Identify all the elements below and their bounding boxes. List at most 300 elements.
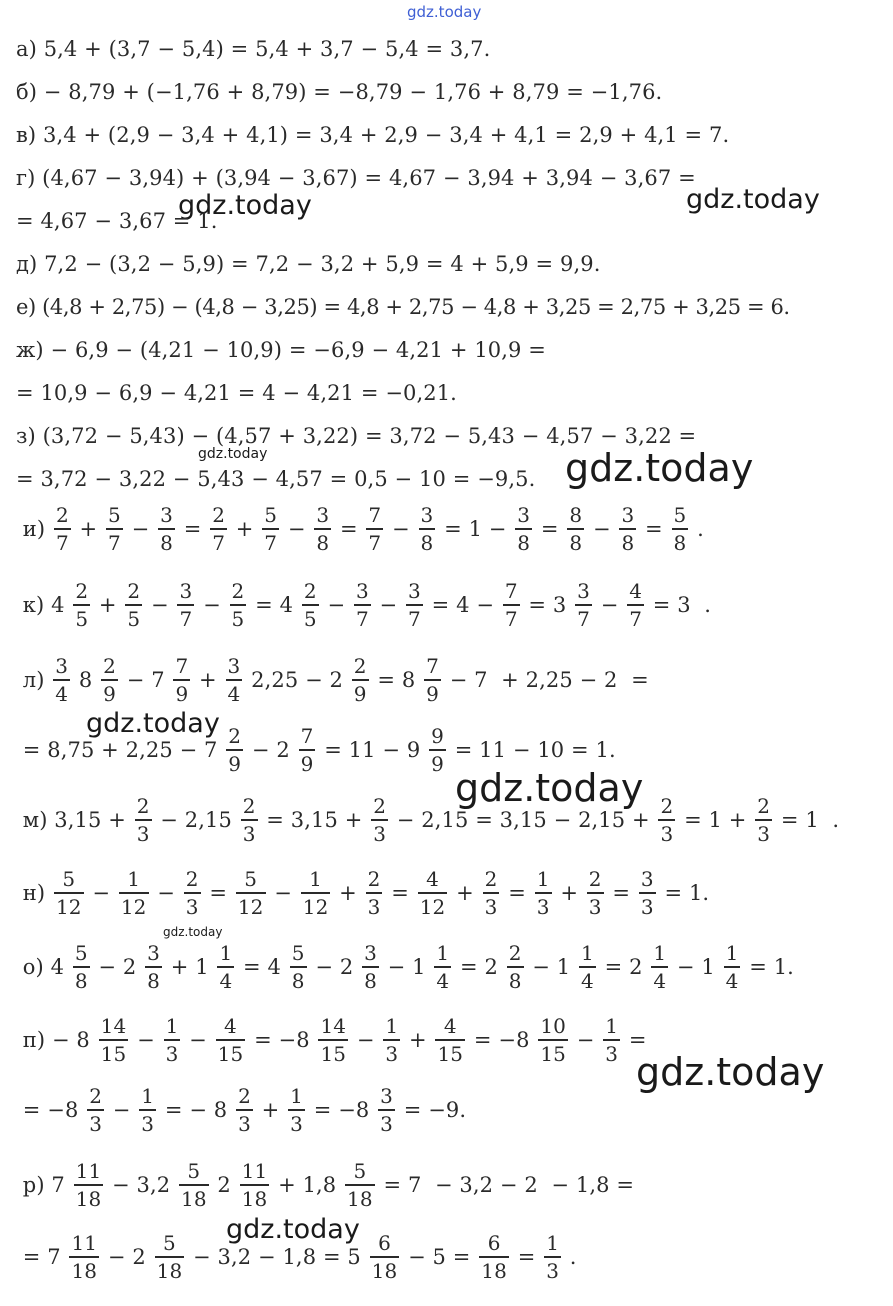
fraction-bar — [575, 604, 592, 606]
numerator: 1 — [725, 941, 739, 965]
fraction-bar — [479, 1256, 509, 1258]
fraction-bar — [314, 528, 331, 530]
operator-text: = − 8 — [158, 1097, 235, 1122]
numerator: 1 — [165, 1014, 179, 1038]
denominator: 9 — [103, 681, 116, 706]
fraction-bar — [216, 1039, 246, 1041]
fraction — [639, 868, 656, 918]
operator-text: = −9. — [396, 1097, 473, 1122]
fraction — [515, 504, 532, 554]
watermark: gdz.today — [636, 1050, 825, 1094]
fraction — [672, 504, 689, 554]
denominator: 9 — [431, 751, 444, 776]
numerator: 3 — [160, 503, 173, 527]
fraction-bar — [724, 966, 741, 968]
operator-text: − — [124, 516, 157, 541]
numerator: 14 — [100, 1014, 127, 1038]
denominator: 3 — [165, 1041, 179, 1066]
fraction — [435, 1015, 465, 1065]
fraction — [184, 868, 201, 918]
operator-text: = — [534, 516, 566, 541]
operator-text: + — [254, 1097, 287, 1122]
denominator: 15 — [217, 1041, 244, 1066]
fraction — [538, 1015, 568, 1065]
fraction-bar — [73, 604, 90, 606]
operator-text: . — [563, 1244, 584, 1269]
fraction-bar — [54, 892, 84, 894]
fraction-bar — [651, 966, 668, 968]
operator-text: = 1 − — [437, 516, 514, 541]
operator-text: − 2 — [308, 954, 361, 979]
denominator: 3 — [605, 1041, 619, 1066]
denominator: 3 — [185, 894, 199, 919]
numerator: 2 — [75, 579, 89, 603]
numerator: 3 — [621, 503, 635, 527]
watermark: gdz.today — [226, 1214, 360, 1245]
denominator: 18 — [241, 1186, 268, 1211]
fraction — [164, 1015, 181, 1065]
watermark: gdz.today — [178, 190, 312, 221]
fraction-bar — [515, 528, 532, 530]
denominator: 7 — [108, 530, 121, 555]
numerator: 5 — [673, 503, 687, 527]
operator-text: − — [586, 516, 618, 541]
fraction-bar — [354, 604, 371, 606]
fraction — [69, 1232, 99, 1282]
denominator: 3 — [380, 1111, 393, 1136]
fraction — [236, 1085, 253, 1135]
numerator: 5 — [353, 1159, 367, 1183]
fraction — [139, 1085, 156, 1135]
operator-text: − — [144, 592, 176, 617]
operator-text: = 11 − 10 = 1. — [447, 737, 623, 762]
fraction — [318, 1015, 348, 1065]
fraction — [54, 504, 71, 554]
solution-line-a: а) 5,4 + (3,7 − 5,4) = 5,4 + 3,7 − 5,4 = 3,7. — [16, 37, 491, 61]
denominator: 18 — [156, 1258, 183, 1283]
numerator: 9 — [431, 724, 444, 748]
fraction-bar — [619, 528, 636, 530]
operator-text: + — [192, 667, 224, 692]
operator-text: = 2 — [453, 954, 505, 979]
operator-text: − — [320, 592, 352, 617]
watermark: gdz.today — [565, 446, 754, 490]
numerator: 2 — [55, 503, 69, 527]
fraction-bar — [210, 528, 227, 530]
watermark: gdz.today — [163, 925, 223, 939]
operator-text: − 1 — [525, 954, 578, 979]
solution-line-zh1: ж) − 6,9 − (4,21 − 10,9) = −6,9 − 4,21 + 10,9 = — [16, 338, 546, 362]
fraction-bar — [236, 892, 266, 894]
fraction — [125, 580, 142, 630]
fraction-bar — [366, 528, 383, 530]
operator-text: − 2,15 = 3,15 − 2,15 + — [390, 807, 657, 832]
denominator: 12 — [237, 894, 264, 919]
row-label: к) 4 — [16, 592, 72, 617]
fraction-bar — [544, 1256, 561, 1258]
operator-text: − — [182, 1027, 214, 1052]
denominator: 8 — [508, 968, 522, 993]
denominator: 4 — [581, 968, 594, 993]
fraction-bar — [429, 749, 446, 751]
fraction-bar — [301, 892, 331, 894]
solution-line-n — [16, 868, 716, 918]
fraction — [241, 795, 258, 845]
operator-text: = — [605, 880, 637, 905]
fraction-bar — [418, 892, 448, 894]
fraction-bar — [603, 1039, 620, 1041]
operator-text: − 2 — [91, 954, 144, 979]
solution-line-m — [16, 795, 846, 845]
fraction-bar — [106, 528, 123, 530]
fraction — [236, 868, 266, 918]
numerator: 2 — [484, 867, 498, 891]
solution-line-l2 — [16, 725, 623, 775]
denominator: 7 — [504, 606, 518, 631]
operator-text: = — [624, 667, 656, 692]
operator-text: + — [332, 880, 364, 905]
numerator: 2 — [353, 654, 367, 678]
operator-text: − 7 — [442, 667, 495, 692]
fraction-bar — [366, 892, 383, 894]
fraction-bar — [173, 679, 190, 681]
fraction — [579, 942, 596, 992]
numerator: 3 — [227, 654, 241, 678]
operator-text: − 3,2 − 2 — [428, 1172, 545, 1197]
denominator: 8 — [420, 530, 434, 555]
numerator: 1 — [605, 1014, 619, 1038]
fraction — [483, 868, 500, 918]
numerator: 1 — [385, 1014, 399, 1038]
denominator: 12 — [302, 894, 329, 919]
numerator: 2 — [231, 579, 245, 603]
fraction — [155, 1232, 185, 1282]
denominator: 18 — [481, 1258, 507, 1283]
denominator: 15 — [100, 1041, 127, 1066]
fraction — [651, 942, 668, 992]
denominator: 8 — [517, 530, 531, 555]
fraction — [288, 1085, 305, 1135]
fraction — [73, 580, 90, 630]
denominator: 8 — [316, 530, 330, 555]
numerator: 1 — [653, 941, 667, 965]
watermark: gdz.today — [455, 766, 644, 810]
operator-text: − — [385, 516, 417, 541]
numerator: 8 — [569, 503, 583, 527]
fraction-bar — [87, 1109, 104, 1111]
denominator: 7 — [577, 606, 590, 631]
fraction-bar — [434, 966, 451, 968]
numerator: 5 — [264, 503, 278, 527]
row-label: = 8,75 + 2,25 − 7 — [16, 737, 225, 762]
fraction-bar — [262, 528, 279, 530]
fraction — [119, 868, 149, 918]
denominator: 3 — [373, 821, 387, 846]
fraction — [230, 580, 247, 630]
numerator: 1 — [581, 941, 594, 965]
fraction — [755, 795, 772, 845]
denominator: 3 — [588, 894, 602, 919]
fraction — [302, 580, 319, 630]
row-label: р) 7 — [16, 1172, 72, 1197]
operator-text: + — [402, 1027, 434, 1052]
fraction-bar — [302, 604, 319, 606]
denominator: 3 — [546, 1258, 560, 1283]
denominator: 9 — [228, 751, 242, 776]
denominator: 3 — [757, 821, 771, 846]
denominator: 3 — [367, 894, 381, 919]
numerator: 7 — [504, 579, 518, 603]
fraction — [383, 1015, 400, 1065]
numerator: 3 — [179, 579, 193, 603]
denominator: 8 — [673, 530, 687, 555]
numerator: 2 — [238, 1084, 251, 1108]
fraction — [378, 1085, 395, 1135]
fraction — [658, 795, 675, 845]
operator-text: − — [150, 880, 182, 905]
fraction — [314, 504, 331, 554]
operator-text: + 2,25 − 2 — [494, 667, 625, 692]
watermark: gdz.today — [198, 446, 268, 462]
fraction-bar — [378, 1109, 395, 1111]
operator-text: − 1,8 = — [544, 1172, 641, 1197]
denominator: 18 — [71, 1258, 98, 1283]
numerator: 1 — [290, 1084, 303, 1108]
fraction — [179, 1160, 209, 1210]
denominator: 3 — [290, 1111, 303, 1136]
fraction-bar — [226, 679, 243, 681]
fraction — [135, 795, 152, 845]
watermark: gdz.today — [86, 708, 220, 739]
solution-line-i — [16, 504, 711, 554]
fraction-bar — [155, 1256, 185, 1258]
numerator: 2 — [367, 867, 381, 891]
numerator: 2 — [212, 503, 226, 527]
solution-line-d: д) 7,2 − (3,2 − 5,9) = 7,2 − 3,2 + 5,9 = 4 + 5,9 = 9,9. — [16, 252, 601, 276]
numerator: 11 — [241, 1159, 268, 1183]
fraction-bar — [352, 679, 369, 681]
numerator: 2 — [228, 724, 242, 748]
numerator: 2 — [242, 794, 256, 818]
solution-line-g1: г) (4,67 − 3,94) + (3,94 − 3,67) = 4,67 − 3,94 + 3,94 − 3,67 = — [16, 166, 696, 190]
numerator: 5 — [163, 1231, 176, 1255]
fraction-bar — [299, 749, 316, 751]
operator-text: 8 — [72, 667, 100, 692]
operator-text: + — [449, 880, 481, 905]
fraction-bar — [240, 1184, 270, 1186]
fraction — [503, 580, 520, 630]
solution-line-p2 — [16, 1085, 473, 1135]
solution-line-v: в) 3,4 + (2,9 − 3,4 + 4,1) = 3,4 + 2,9 − 3,4 + 4,1 = 2,9 + 4,1 = 7. — [16, 123, 730, 147]
denominator: 3 — [660, 821, 674, 846]
operator-text: . — [825, 807, 846, 832]
numerator: 3 — [640, 867, 654, 891]
fraction-bar — [290, 966, 307, 968]
fraction-bar — [435, 1039, 465, 1041]
denominator: 15 — [540, 1041, 566, 1066]
fraction — [226, 725, 243, 775]
denominator: 3 — [89, 1111, 103, 1136]
row-label: л) — [16, 667, 52, 692]
operator-text: = 4 — [236, 954, 288, 979]
denominator: 8 — [147, 968, 160, 993]
solution-line-o — [16, 942, 801, 992]
fraction — [352, 655, 369, 705]
numerator: 2 — [103, 654, 116, 678]
numerator: 2 — [757, 794, 771, 818]
denominator: 9 — [175, 681, 189, 706]
fraction-bar — [54, 528, 71, 530]
fraction-bar — [639, 892, 656, 894]
operator-text: = −8 — [247, 1027, 317, 1052]
denominator: 5 — [303, 606, 317, 631]
operator-text: = 11 − 9 — [317, 737, 428, 762]
denominator: 3 — [484, 894, 498, 919]
numerator: 7 — [300, 724, 314, 748]
operator-text: + — [229, 516, 261, 541]
denominator: 7 — [264, 530, 278, 555]
operator-text: + 1,8 — [271, 1172, 344, 1197]
fraction-bar — [139, 1109, 156, 1111]
operator-text: = — [638, 516, 670, 541]
denominator: 9 — [426, 681, 439, 706]
operator-text: = — [202, 880, 234, 905]
numerator: 3 — [380, 1084, 393, 1108]
fraction — [362, 942, 379, 992]
numerator: 2 — [136, 794, 150, 818]
fraction-bar — [579, 966, 596, 968]
fraction — [299, 725, 316, 775]
denominator: 8 — [569, 530, 583, 555]
numerator: 14 — [320, 1014, 347, 1038]
fraction — [575, 580, 592, 630]
operator-text: − 7 — [119, 667, 172, 692]
denominator: 9 — [353, 681, 367, 706]
fraction — [370, 1232, 400, 1282]
fraction — [619, 504, 636, 554]
fraction-bar — [627, 604, 644, 606]
fraction — [217, 942, 234, 992]
operator-text: = — [510, 1244, 543, 1269]
numerator: 6 — [378, 1231, 391, 1255]
numerator: 1 — [546, 1231, 560, 1255]
operator-text: − 3,2 — [105, 1172, 177, 1197]
numerator: 2 — [373, 794, 387, 818]
solution-line-z1: з) (3,72 − 5,43) − (4,57 + 3,22) = 3,72 − 5,43 − 4,57 − 3,22 = — [16, 424, 697, 448]
row-label: п) − 8 — [16, 1027, 97, 1052]
fraction-bar — [74, 1184, 104, 1186]
operator-text: + — [92, 592, 124, 617]
numerator: 1 — [127, 867, 141, 891]
fraction — [354, 580, 371, 630]
operator-text: = 3 — [521, 592, 574, 617]
numerator: 3 — [147, 941, 160, 965]
numerator: 5 — [187, 1159, 201, 1183]
numerator: 1 — [309, 867, 322, 891]
denominator: 3 — [136, 821, 150, 846]
numerator: 5 — [62, 867, 76, 891]
operator-text: = 7 — [376, 1172, 429, 1197]
operator-text: + 1 — [163, 954, 216, 979]
denominator: 4 — [436, 968, 450, 993]
row-label: о) 4 — [16, 954, 71, 979]
fraction-bar — [755, 819, 772, 821]
fraction-bar — [567, 528, 584, 530]
operator-text: = 4 — [248, 592, 300, 617]
solution-line-zh2: = 10,9 − 6,9 − 4,21 = 4 − 4,21 = −0,21. — [16, 381, 457, 405]
operator-text: = 1 — [774, 807, 826, 832]
solution-line-p1 — [16, 1015, 653, 1065]
fraction — [406, 580, 423, 630]
operator-text: = 1 + — [677, 807, 754, 832]
fraction — [74, 1160, 104, 1210]
operator-text: − — [569, 1027, 602, 1052]
denominator: 3 — [141, 1111, 155, 1136]
fraction-bar — [288, 1109, 305, 1111]
fraction — [54, 868, 84, 918]
fraction-bar — [145, 966, 162, 968]
operator-text: 2,25 − 2 — [244, 667, 350, 692]
solution-line-r1 — [16, 1160, 641, 1210]
operator-text: − — [593, 592, 626, 617]
numerator: 3 — [517, 503, 531, 527]
denominator: 9 — [300, 751, 314, 776]
fraction-bar — [99, 1039, 129, 1041]
fraction — [177, 580, 194, 630]
operator-text: − — [267, 880, 299, 905]
row-label: м) 3,15 + — [16, 807, 133, 832]
denominator: 18 — [181, 1186, 207, 1211]
operator-text: = 3 — [646, 592, 698, 617]
fraction — [87, 1085, 104, 1135]
numerator: 5 — [291, 941, 305, 965]
numerator: 1 — [141, 1084, 155, 1108]
fraction — [53, 655, 70, 705]
denominator: 3 — [536, 894, 550, 919]
row-label: н) — [16, 880, 52, 905]
denominator: 7 — [629, 606, 643, 631]
fraction — [99, 1015, 129, 1065]
fraction — [101, 655, 118, 705]
fraction — [226, 655, 243, 705]
numerator: 4 — [426, 867, 439, 891]
denominator: 4 — [55, 681, 69, 706]
fraction-bar — [53, 679, 70, 681]
fraction — [419, 504, 436, 554]
fraction — [173, 655, 190, 705]
fraction — [603, 1015, 620, 1065]
numerator: 5 — [74, 941, 88, 965]
solution-line-l1 — [16, 655, 656, 705]
fraction-bar — [370, 1256, 400, 1258]
denominator: 7 — [212, 530, 226, 555]
operator-text: = — [384, 880, 416, 905]
numerator: 7 — [175, 654, 189, 678]
operator-text: − 2 — [245, 737, 297, 762]
operator-text: − 3,2 − 1,8 = 5 — [186, 1244, 368, 1269]
numerator: 7 — [426, 654, 439, 678]
denominator: 8 — [364, 968, 377, 993]
operator-text: = 3,15 + — [259, 807, 370, 832]
denominator: 4 — [653, 968, 667, 993]
numerator: 5 — [108, 503, 121, 527]
fraction-bar — [406, 604, 423, 606]
numerator: 2 — [185, 867, 199, 891]
numerator: 2 — [127, 579, 141, 603]
denominator: 18 — [347, 1186, 373, 1211]
numerator: 4 — [629, 579, 643, 603]
fraction — [429, 725, 446, 775]
